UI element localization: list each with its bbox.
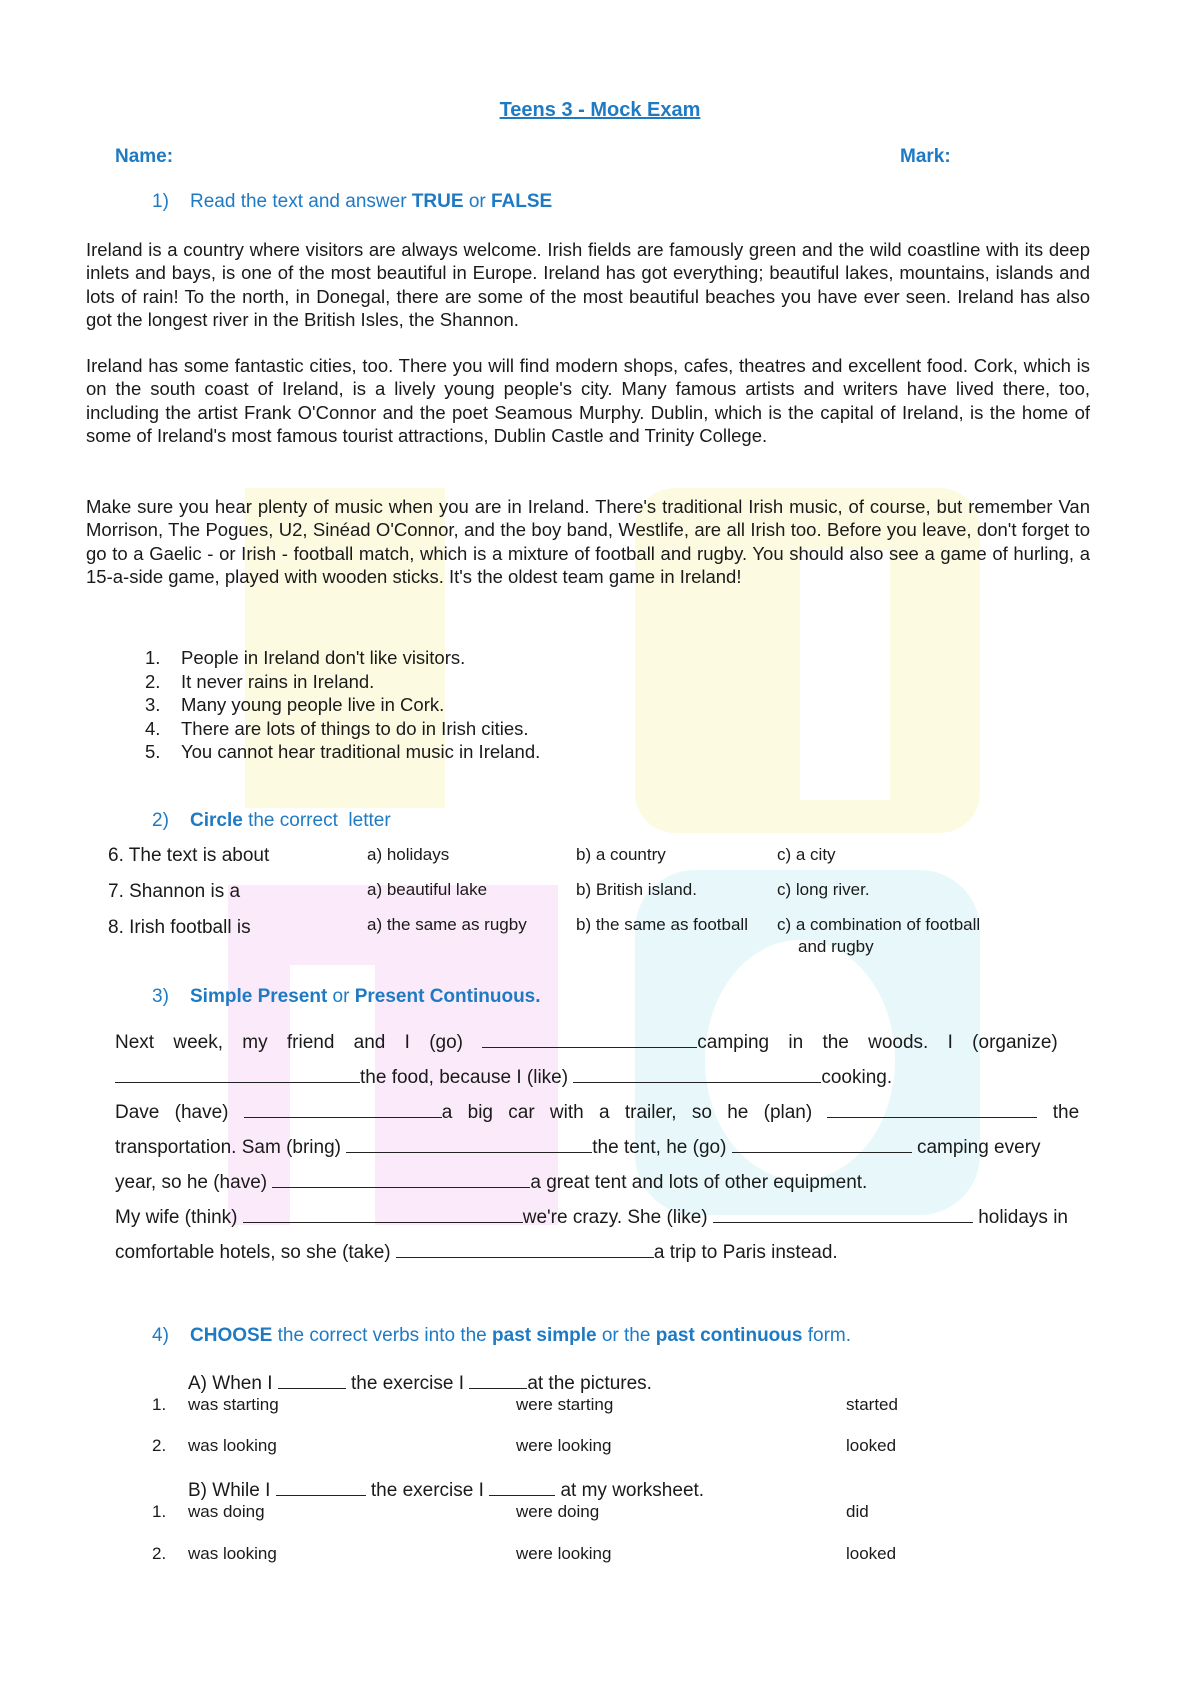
statement-item: 4. There are lots of things to do in Irish cities. <box>145 717 529 739</box>
statement-item: 2. It never rains in Ireland. <box>145 670 375 692</box>
question-a-sentence: A) When I the exercise I at the pictures. <box>188 1373 652 1394</box>
option-row-number: 1. <box>152 1502 167 1521</box>
q7-option-a[interactable]: a) beautiful lake <box>367 880 488 899</box>
answer-blank[interactable] <box>573 1066 821 1083</box>
q7-option-c[interactable]: c) long river. <box>777 880 870 899</box>
section1-true: TRUE <box>411 191 464 212</box>
option-started[interactable]: started <box>846 1395 898 1414</box>
q8-option-b[interactable]: b) the same as football <box>576 915 748 934</box>
q6-option-c[interactable]: c) a city <box>777 845 836 864</box>
section4-number: 4) <box>152 1325 169 1346</box>
exercise-line: year, so he (have) a great tent and lots of other equipment. <box>115 1172 868 1193</box>
reading-paragraph-3: Make sure you hear plenty of music when you are in Ireland. There's traditional Irish music, of course, but remember Van Morrison, The Pogues, U2, Sinéad O'Connor, and the boy band, Westlife, are all Irish too. Before you leave, don't forget to go to a Gaelic - or Irish - football match, which is a mixture of football and rugby. You should also see a game of hurling, a 15-a-side game, played with wooden sticks. It's the oldest team game in Ireland! <box>86 496 1090 587</box>
option-row-number: 1. <box>152 1395 167 1414</box>
q6-option-a[interactable]: a) holidays <box>367 845 450 864</box>
section1-false: FALSE <box>491 191 553 212</box>
answer-blank[interactable] <box>482 1031 697 1048</box>
option-were-looking[interactable]: were looking <box>516 1544 612 1563</box>
section3-or: or <box>327 986 355 1007</box>
mark-label: Mark: <box>900 146 951 167</box>
section1-number: 1) <box>152 191 169 212</box>
exercise-line: comfortable hotels, so she (take) a trip to Paris instead. <box>115 1242 838 1263</box>
section3-heading <box>152 986 541 1008</box>
answer-blank[interactable] <box>346 1136 592 1153</box>
exercise-line: My wife (think) we're crazy. She (like) holidays in <box>115 1207 1068 1228</box>
section4-heading: 4) CHOOSE the correct verbs into the past simple or the past continuous form. <box>152 1325 852 1346</box>
section1-or: or <box>463 191 491 212</box>
section2-instruction: the correct letter <box>242 810 391 831</box>
section2-circle: Circle <box>190 810 243 831</box>
section1-heading <box>152 191 552 213</box>
statement-item: 1. People in Ireland don't like visitors. <box>145 647 466 668</box>
question-6: 6. The text is about <box>108 845 270 866</box>
question-7: 7. Shannon is a <box>108 881 241 902</box>
section3-simple-present: Simple Present <box>190 986 328 1007</box>
question-b-sentence: B) While I the exercise I at my worksheet. <box>188 1480 705 1501</box>
option-looked[interactable]: looked <box>846 1544 897 1563</box>
answer-blank[interactable] <box>115 1066 360 1083</box>
option-was-doing[interactable]: was doing <box>188 1502 265 1521</box>
section3-present-continuous: Present Continuous. <box>354 986 541 1007</box>
exercise-line: Dave (have) a big car with a trailer, so he (plan) the <box>115 1102 1080 1123</box>
answer-blank[interactable] <box>396 1241 654 1258</box>
answer-blank[interactable] <box>243 1206 523 1223</box>
section1-instruction: Read the text and answer <box>190 191 412 212</box>
section2-heading <box>152 810 391 832</box>
answer-blank[interactable] <box>244 1101 442 1118</box>
answer-blank[interactable] <box>469 1372 527 1389</box>
option-was-looking[interactable]: was looking <box>188 1436 277 1455</box>
option-looked[interactable]: looked <box>846 1436 897 1455</box>
section2-number: 2) <box>152 810 169 831</box>
q6-option-b[interactable]: b) a country <box>576 845 666 864</box>
q8-option-c[interactable]: c) a combination of football <box>777 915 981 934</box>
section4-past-simple: past simple <box>492 1325 597 1346</box>
fill-in-exercise <box>115 1025 1090 1270</box>
answer-blank[interactable] <box>276 1479 366 1496</box>
exercise-line: the food, because I (like) cooking. <box>115 1060 1090 1095</box>
section4-choose: CHOOSE <box>190 1325 273 1346</box>
answer-blank[interactable] <box>732 1136 912 1153</box>
answer-blank[interactable] <box>272 1171 530 1188</box>
option-was-looking[interactable]: was looking <box>188 1544 277 1563</box>
option-were-doing[interactable]: were doing <box>516 1502 600 1521</box>
option-were-looking[interactable]: were looking <box>516 1436 612 1455</box>
question-8: 8. Irish football is <box>108 917 251 938</box>
option-did[interactable]: did <box>846 1502 869 1521</box>
option-row-number: 2. <box>152 1544 167 1563</box>
option-were-starting[interactable]: were starting <box>516 1395 614 1414</box>
page-title: Teens 3 - Mock Exam <box>499 99 701 121</box>
answer-blank[interactable] <box>713 1206 973 1223</box>
answer-blank[interactable] <box>827 1101 1037 1118</box>
answer-blank[interactable] <box>278 1372 346 1389</box>
section3-number: 3) <box>152 986 169 1007</box>
statement-item: 3. Many young people live in Cork. <box>145 694 445 715</box>
true-false-statements <box>145 646 540 764</box>
q8-option-a[interactable]: a) the same as rugby <box>367 915 527 934</box>
name-label: Name: <box>115 146 174 167</box>
option-was-starting[interactable]: was starting <box>188 1395 279 1414</box>
statement-item: 5. You cannot hear traditional music in Ireland. <box>145 741 541 762</box>
reading-paragraph-2: Ireland has some fantastic cities, too. There you will find modern shops, cafes, theatres and excellent food. Cork, which is on the south coast of Ireland, is a lively young people's city. Many famous artists and writers have lived there, too, including the artist Frank O'Connor and the poet Seamous Murphy. Dublin, which is the capital of Ireland, is the home of some of Ireland's most famous tourist attractions, Dublin Castle and Trinity College. <box>86 355 1090 446</box>
exercise-line: Next week, my friend and I (go) camping in the woods. I (organize) <box>115 1032 1058 1053</box>
answer-blank[interactable] <box>489 1479 555 1496</box>
option-row-number: 2. <box>152 1436 167 1455</box>
section4-past-continuous: past continuous <box>655 1325 803 1346</box>
reading-paragraph-1: Ireland is a country where visitors are always welcome. Irish fields are famously green and the wild coastline with its deep inlets and bays, is one of the most beautiful in Europe. Ireland has got everything; beautiful lakes, mountains, islands and lots of rain! To the north, in Donegal, there are some of the most beautiful beaches you have ever seen. Ireland has also got the longest river in the British Isles, the Shannon. <box>86 239 1090 330</box>
exercise-line: transportation. Sam (bring) the tent, he (go) camping every <box>115 1137 1041 1158</box>
q8-option-c-continued: and rugby <box>798 937 874 956</box>
q7-option-b[interactable]: b) British island. <box>576 880 697 899</box>
